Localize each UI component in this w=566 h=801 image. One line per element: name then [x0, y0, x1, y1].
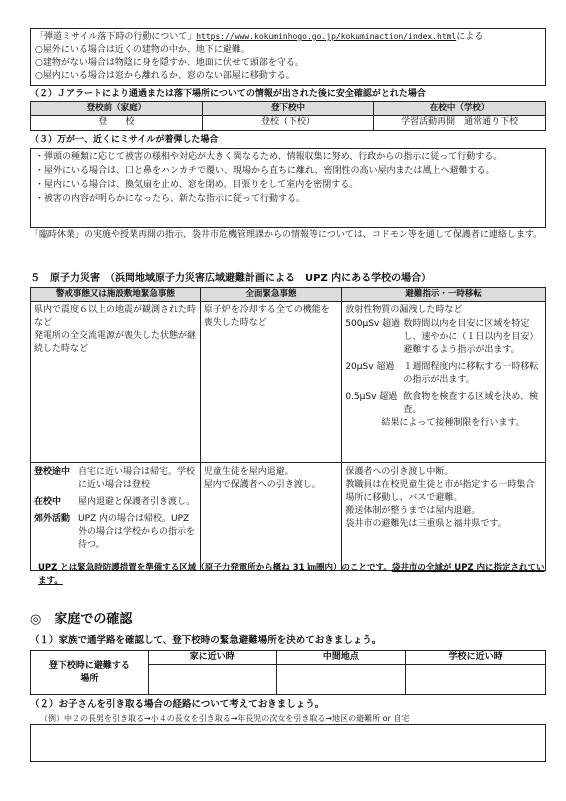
- alert-condition: 発電所の全交流電源が喪失した状態が継続した時など: [34, 331, 197, 354]
- jalert-header: 登下校中: [202, 102, 374, 116]
- home-check-title: ◎ 家庭での確認: [30, 612, 133, 627]
- missile-item: ○建物がない場合は物陰に身を隠すか、地面に伏せて頭部を守る。: [35, 58, 304, 68]
- dose-label: 0.5μSv 超過: [345, 392, 398, 402]
- school-action-text: UPZ 内の場合は帰校。UPZ 外の場合は学校からの指示を待つ。: [78, 514, 196, 550]
- jalert-cell: 学習活動再開 通常通り下校: [374, 116, 546, 131]
- upz-footnote: [38, 562, 546, 588]
- missile-item: ○屋内にいる場合は窓から離れるか、窓のない部屋に移動する。: [35, 71, 295, 81]
- school-action-item: [34, 513, 197, 552]
- dose-item: [345, 391, 542, 417]
- pickup-route-input[interactable]: [30, 724, 546, 762]
- jalert-header: 在校中（学校）: [374, 102, 546, 116]
- evacuation-col-header: 中間地点: [276, 651, 406, 665]
- missile-action-box: [30, 28, 546, 86]
- missile-source-title: 「弾道ミサイル落下時の行動について」: [35, 32, 197, 42]
- upz-definition: UPZ とは緊急時防護措置を準備する区域（原子力発電所から概ね 31 ㎞圏内）のことです。: [38, 563, 392, 573]
- jalert-table: [30, 101, 546, 131]
- jalert-heading: （２）Ｊアラートにより通過または落下場所についての情報が出された後に安全確認がとれた場合: [30, 89, 426, 99]
- dose-text: 数時間以内を目安に区域を特定し、速やかに（１日以内を目安）避難するよう指示が出ます。: [403, 319, 539, 355]
- relocation-item: 袋井市の避難先は三重県と福井県です。: [345, 519, 507, 529]
- impact-item: ・屋内にいる場合は、換気扇を止め、窓を閉め、目張りをして室内を密閉する。: [35, 180, 359, 190]
- near-home-input[interactable]: [148, 665, 276, 695]
- home-q2: （２）お子さんを引き取る場合の経路について考えておきましょう。: [30, 699, 325, 710]
- relocation-cell: [342, 463, 546, 571]
- pickup-example: （例）中２の長男を引き取る→小４の長女を引き取る→年長児の次女を引き取る→地区の避難所 or 自宅: [40, 714, 410, 723]
- missile-impact-heading: （３）万が一、近くにミサイルが着弾した場合: [30, 135, 219, 145]
- jalert-header: 登校前（家庭）: [31, 102, 203, 116]
- dose-item: [345, 318, 542, 357]
- midpoint-input[interactable]: [276, 665, 406, 695]
- school-action-label: 登校途中: [34, 467, 71, 477]
- nuclear-header: 警戒事態又は施設敷地緊急事態: [31, 288, 201, 302]
- school-action-label: 在校中: [34, 497, 62, 507]
- school-action-label: 郊外活動: [34, 514, 71, 524]
- dose-item: [345, 361, 542, 387]
- dose-label: 20μSv 超過: [345, 362, 395, 372]
- dose-text: １週間程度内に移転する一時移転の指示が出ます。: [403, 362, 539, 385]
- missile-item: ○屋外にいる場合は近くの建物の中か、地下に避難。: [35, 45, 250, 55]
- school-action-item: [34, 466, 197, 492]
- dose-text: 飲食物を検査する区域を決め、検査。: [403, 392, 538, 415]
- school-action-cell: [31, 463, 201, 571]
- missile-impact-box: [30, 148, 546, 228]
- dose-tail: 結果によって接種制限を行います。: [381, 418, 525, 428]
- nuclear-header: 避難指示・一時移転: [342, 288, 546, 302]
- relocation-item: 教職員は在校児童生徒と市が指定する一時集合場所に移動し、バスで避難。: [345, 480, 535, 503]
- nuclear-table: [30, 287, 546, 571]
- dose-label: 500μSv 超過: [345, 319, 401, 329]
- evacuation-intro: 放射性物質の漏洩した時など: [345, 305, 463, 315]
- relocation-item: 搬送体制が整うまでは屋内退避。: [345, 506, 481, 516]
- home-q1: （１）家族で通学路を確認して、登下校時の緊急避難場所を決めておきましょう。: [30, 635, 382, 646]
- closure-note: 「臨時休業」の実施や授業再開の指示、袋井市危機管理課からの情報等については、コドモン等を通して保護者に連絡します。: [30, 230, 543, 240]
- impact-item: ・弾頭の種類に応じて被害の様相や対応が大きく異なるため、情報収集に努め、行政からの指示に従って行動する。: [35, 152, 503, 162]
- evacuation-place-table: [30, 650, 546, 695]
- near-school-input[interactable]: [406, 665, 546, 695]
- school-action-text: 自宅に近い場合は帰宅。学校に近い場合は登校: [78, 467, 196, 490]
- kokuminhogo-link[interactable]: https://www.kokuminhogo.go.jp/kokuminaction/index.html: [196, 32, 457, 41]
- evacuation-cell: [342, 302, 546, 463]
- evacuation-col-header: 学校に近い時: [406, 651, 546, 665]
- shelter-item: 児童生徒を屋内退避。: [203, 467, 294, 477]
- impact-item: ・被害の内容が明らかになったら、新たな指示に従って行動する。: [35, 194, 306, 204]
- upz-fukuroi: 袋井市の全域が UPZ 内に指定されています。: [38, 563, 545, 586]
- jalert-cell: 登 校: [31, 116, 203, 131]
- shelter-cell: [200, 463, 342, 571]
- nuclear-heading: ５ 原子力災害 （浜岡地域原子力災害広域避難計画による UPZ 内にある学校の場合）: [30, 273, 432, 284]
- alert-condition: 県内で震度６以上の地震が観測された時など: [34, 305, 197, 328]
- missile-source-suffix: による: [456, 32, 484, 42]
- school-action-text: 屋内退避と保護者引き渡し。: [78, 497, 196, 507]
- shelter-item: 屋内で保護者への引き渡し。: [203, 480, 321, 490]
- evacuation-col-header: 家に近い時: [148, 651, 276, 665]
- jalert-cell: 登校（下校）: [202, 116, 374, 131]
- nuclear-header: 全面緊急事態: [200, 288, 342, 302]
- missile-source-line: [35, 30, 541, 44]
- general-emergency-cell: 原子炉を冷却する全ての機能を喪失した時など: [200, 302, 342, 463]
- impact-item: ・屋外にいる場合は、口と鼻をハンカチで覆い、現場から直ちに離れ、密閉性の高い屋内または風上へ避難する。: [35, 166, 495, 176]
- school-action-item: [34, 496, 197, 509]
- relocation-item: 保護者への引き渡し中断。: [345, 467, 454, 477]
- evacuation-place-label: 登下校時に避難する場所: [31, 651, 149, 695]
- alert-condition-cell: [31, 302, 201, 463]
